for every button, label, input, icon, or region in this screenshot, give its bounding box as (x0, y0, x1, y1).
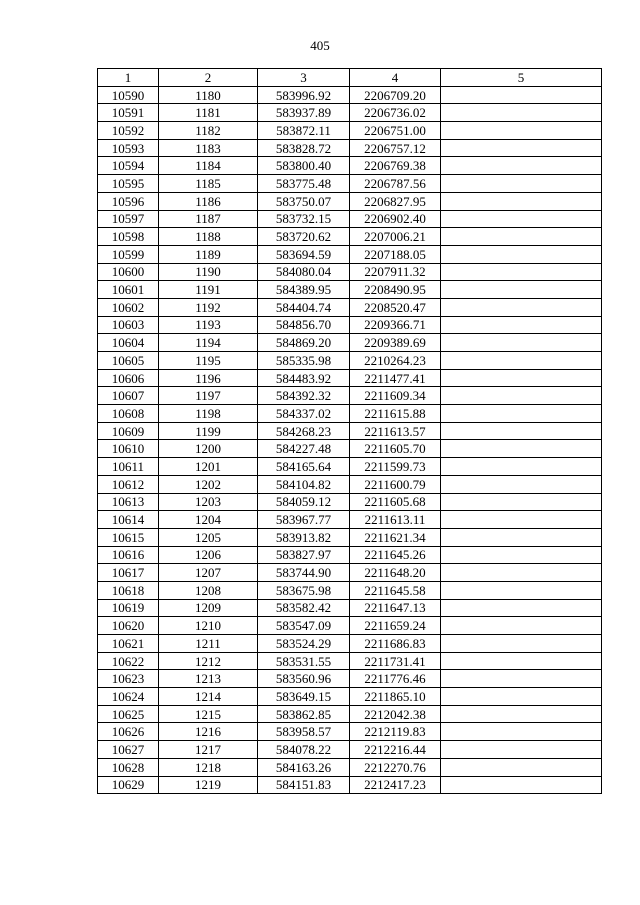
table-cell-col-2: 1213 (159, 670, 258, 688)
table-cell-col-4: 2211609.34 (350, 387, 441, 405)
table-cell-col-4: 2211659.24 (350, 617, 441, 635)
table-cell-col-1: 10627 (98, 741, 159, 759)
table-row (98, 776, 602, 794)
table-cell-col-3: 584163.26 (258, 758, 350, 776)
table-cell-col-4: 2206902.40 (350, 210, 441, 228)
table-cell-col-5 (441, 723, 602, 741)
table-body (98, 86, 602, 794)
table-cell-col-1: 10628 (98, 758, 159, 776)
table-cell-col-5 (441, 528, 602, 546)
table-cell-col-5 (441, 581, 602, 599)
table-cell-col-1: 10606 (98, 369, 159, 387)
table-cell-col-2: 1211 (159, 635, 258, 653)
table-cell-col-1: 10607 (98, 387, 159, 405)
table-cell-col-5 (441, 422, 602, 440)
table-cell-col-4: 2206709.20 (350, 86, 441, 104)
table-cell-col-4: 2211731.41 (350, 652, 441, 670)
table-cell-col-1: 10617 (98, 564, 159, 582)
table-row (98, 705, 602, 723)
table-row (98, 511, 602, 529)
table-cell-col-4: 2206827.95 (350, 192, 441, 210)
coordinates-table (97, 68, 602, 794)
table-cell-col-5 (441, 705, 602, 723)
table-cell-col-1: 10597 (98, 210, 159, 228)
table-row (98, 440, 602, 458)
table-cell-col-4: 2211599.73 (350, 458, 441, 476)
table-cell-col-3: 583775.48 (258, 175, 350, 193)
table-cell-col-4: 2206736.02 (350, 104, 441, 122)
table-cell-col-4: 2210264.23 (350, 352, 441, 370)
table-cell-col-4: 2211645.58 (350, 581, 441, 599)
column-header-4: 4 (350, 69, 441, 87)
table-cell-col-1: 10611 (98, 458, 159, 476)
table-row (98, 422, 602, 440)
table-cell-col-5 (441, 758, 602, 776)
table-cell-col-3: 583967.77 (258, 511, 350, 529)
table-cell-col-4: 2208520.47 (350, 298, 441, 316)
table-cell-col-1: 10615 (98, 528, 159, 546)
table-row (98, 387, 602, 405)
table-cell-col-3: 584059.12 (258, 493, 350, 511)
table-cell-col-2: 1188 (159, 228, 258, 246)
table-cell-col-1: 10602 (98, 298, 159, 316)
table-cell-col-1: 10616 (98, 546, 159, 564)
table-cell-col-1: 10612 (98, 475, 159, 493)
table-cell-col-2: 1191 (159, 281, 258, 299)
table-cell-col-4: 2206769.38 (350, 157, 441, 175)
table-cell-col-3: 584165.64 (258, 458, 350, 476)
table-cell-col-1: 10596 (98, 192, 159, 210)
table-cell-col-4: 2209389.69 (350, 334, 441, 352)
table-cell-col-5 (441, 440, 602, 458)
table-cell-col-2: 1183 (159, 139, 258, 157)
table-cell-col-5 (441, 316, 602, 334)
table-cell-col-3: 583524.29 (258, 635, 350, 653)
table-cell-col-2: 1200 (159, 440, 258, 458)
table-cell-col-5 (441, 405, 602, 423)
table-cell-col-4: 2207188.05 (350, 245, 441, 263)
table-cell-col-5 (441, 741, 602, 759)
table-row (98, 369, 602, 387)
table-row (98, 281, 602, 299)
page-number: 405 (310, 38, 330, 53)
table-cell-col-5 (441, 228, 602, 246)
table-row (98, 405, 602, 423)
table-row (98, 139, 602, 157)
table-row (98, 493, 602, 511)
table-header (98, 69, 602, 87)
table-cell-col-3: 583560.96 (258, 670, 350, 688)
table-row (98, 723, 602, 741)
table-cell-col-3: 583872.11 (258, 122, 350, 140)
table-cell-col-5 (441, 599, 602, 617)
table-cell-col-3: 584483.92 (258, 369, 350, 387)
table-cell-col-2: 1198 (159, 405, 258, 423)
table-cell-col-3: 583744.90 (258, 564, 350, 582)
table-cell-col-1: 10599 (98, 245, 159, 263)
table-cell-col-5 (441, 688, 602, 706)
table-cell-col-3: 583913.82 (258, 528, 350, 546)
table-cell-col-5 (441, 139, 602, 157)
table-cell-col-2: 1185 (159, 175, 258, 193)
table-cell-col-2: 1204 (159, 511, 258, 529)
table-cell-col-1: 10605 (98, 352, 159, 370)
table-cell-col-2: 1197 (159, 387, 258, 405)
table-cell-col-3: 584227.48 (258, 440, 350, 458)
table-cell-col-5 (441, 175, 602, 193)
table-cell-col-5 (441, 511, 602, 529)
table-cell-col-5 (441, 122, 602, 140)
table-cell-col-5 (441, 617, 602, 635)
table-cell-col-4: 2206757.12 (350, 139, 441, 157)
table-cell-col-3: 583800.40 (258, 157, 350, 175)
table-row (98, 228, 602, 246)
table-cell-col-2: 1206 (159, 546, 258, 564)
table-cell-col-4: 2211600.79 (350, 475, 441, 493)
table-cell-col-5 (441, 546, 602, 564)
table-cell-col-4: 2211613.11 (350, 511, 441, 529)
table-cell-col-3: 583675.98 (258, 581, 350, 599)
table-cell-col-4: 2211776.46 (350, 670, 441, 688)
table-cell-col-1: 10620 (98, 617, 159, 635)
table-cell-col-5 (441, 564, 602, 582)
table-cell-col-1: 10626 (98, 723, 159, 741)
table-cell-col-1: 10608 (98, 405, 159, 423)
table-cell-col-4: 2211605.70 (350, 440, 441, 458)
table-cell-col-4: 2211686.83 (350, 635, 441, 653)
table-cell-col-3: 583750.07 (258, 192, 350, 210)
table-cell-col-5 (441, 652, 602, 670)
table-cell-col-1: 10600 (98, 263, 159, 281)
table-cell-col-2: 1216 (159, 723, 258, 741)
column-header-3: 3 (258, 69, 350, 87)
table-cell-col-3: 583649.15 (258, 688, 350, 706)
table-row (98, 352, 602, 370)
table-row (98, 635, 602, 653)
table-cell-col-5 (441, 210, 602, 228)
table-cell-col-2: 1209 (159, 599, 258, 617)
table-row (98, 86, 602, 104)
column-header-1: 1 (98, 69, 159, 87)
table-cell-col-5 (441, 334, 602, 352)
table-cell-col-5 (441, 192, 602, 210)
table-cell-col-2: 1190 (159, 263, 258, 281)
table-row (98, 528, 602, 546)
table-cell-col-3: 584151.83 (258, 776, 350, 794)
table-row (98, 546, 602, 564)
table-cell-col-5 (441, 263, 602, 281)
table-cell-col-4: 2211605.68 (350, 493, 441, 511)
table-cell-col-4: 2209366.71 (350, 316, 441, 334)
table-cell-col-2: 1219 (159, 776, 258, 794)
table-cell-col-2: 1186 (159, 192, 258, 210)
table-cell-col-4: 2212042.38 (350, 705, 441, 723)
table-row (98, 475, 602, 493)
table-cell-col-5 (441, 635, 602, 653)
table-cell-col-3: 584392.32 (258, 387, 350, 405)
table-row (98, 192, 602, 210)
table-cell-col-1: 10601 (98, 281, 159, 299)
table-cell-col-4: 2212270.76 (350, 758, 441, 776)
table-cell-col-1: 10598 (98, 228, 159, 246)
table-cell-col-3: 584869.20 (258, 334, 350, 352)
table-row (98, 581, 602, 599)
table-cell-col-4: 2211621.34 (350, 528, 441, 546)
table-cell-col-1: 10622 (98, 652, 159, 670)
column-header-5: 5 (441, 69, 602, 87)
column-header-2: 2 (159, 69, 258, 87)
table-row (98, 652, 602, 670)
table-cell-col-3: 583827.97 (258, 546, 350, 564)
table-cell-col-1: 10624 (98, 688, 159, 706)
table-cell-col-1: 10625 (98, 705, 159, 723)
table-cell-col-4: 2207911.32 (350, 263, 441, 281)
table-row (98, 688, 602, 706)
table-cell-col-1: 10604 (98, 334, 159, 352)
table-row (98, 741, 602, 759)
table-cell-col-2: 1189 (159, 245, 258, 263)
table-row (98, 245, 602, 263)
table-row (98, 458, 602, 476)
table-cell-col-4: 2211865.10 (350, 688, 441, 706)
table-cell-col-2: 1217 (159, 741, 258, 759)
table-cell-col-2: 1210 (159, 617, 258, 635)
table-row (98, 263, 602, 281)
table-cell-col-1: 10591 (98, 104, 159, 122)
table-cell-col-2: 1208 (159, 581, 258, 599)
table-cell-col-2: 1182 (159, 122, 258, 140)
table-cell-col-5 (441, 475, 602, 493)
table-cell-col-3: 583582.42 (258, 599, 350, 617)
table-row (98, 122, 602, 140)
table-cell-col-5 (441, 369, 602, 387)
table-cell-col-4: 2212216.44 (350, 741, 441, 759)
table-cell-col-3: 583996.92 (258, 86, 350, 104)
table-row (98, 617, 602, 635)
table-cell-col-1: 10603 (98, 316, 159, 334)
table-cell-col-1: 10629 (98, 776, 159, 794)
table-cell-col-5 (441, 104, 602, 122)
table-cell-col-4: 2212119.83 (350, 723, 441, 741)
table-cell-col-5 (441, 157, 602, 175)
table-cell-col-2: 1205 (159, 528, 258, 546)
table-cell-col-5 (441, 776, 602, 794)
table-row (98, 157, 602, 175)
table-cell-col-2: 1184 (159, 157, 258, 175)
table-cell-col-3: 583694.59 (258, 245, 350, 263)
table-cell-col-3: 584856.70 (258, 316, 350, 334)
table-cell-col-1: 10592 (98, 122, 159, 140)
table-cell-col-3: 584080.04 (258, 263, 350, 281)
table-cell-col-1: 10614 (98, 511, 159, 529)
table-cell-col-3: 584104.82 (258, 475, 350, 493)
table-cell-col-1: 10613 (98, 493, 159, 511)
table-cell-col-1: 10590 (98, 86, 159, 104)
table-cell-col-5 (441, 387, 602, 405)
table-row (98, 334, 602, 352)
table-cell-col-2: 1192 (159, 298, 258, 316)
table-cell-col-4: 2211615.88 (350, 405, 441, 423)
table-cell-col-5 (441, 493, 602, 511)
table-cell-col-4: 2207006.21 (350, 228, 441, 246)
table-cell-col-3: 583720.62 (258, 228, 350, 246)
table-row (98, 104, 602, 122)
table-cell-col-2: 1201 (159, 458, 258, 476)
table-cell-col-2: 1199 (159, 422, 258, 440)
table-cell-col-4: 2211477.41 (350, 369, 441, 387)
table-cell-col-4: 2206787.56 (350, 175, 441, 193)
table-cell-col-1: 10595 (98, 175, 159, 193)
table-cell-col-2: 1181 (159, 104, 258, 122)
table-cell-col-4: 2211645.26 (350, 546, 441, 564)
table-cell-col-3: 583937.89 (258, 104, 350, 122)
table-cell-col-2: 1180 (159, 86, 258, 104)
table-cell-col-1: 10618 (98, 581, 159, 599)
table-cell-col-2: 1214 (159, 688, 258, 706)
table-cell-col-4: 2211647.13 (350, 599, 441, 617)
table-row (98, 298, 602, 316)
table-cell-col-3: 584389.95 (258, 281, 350, 299)
table-cell-col-4: 2211613.57 (350, 422, 441, 440)
table-cell-col-5 (441, 245, 602, 263)
table-row (98, 599, 602, 617)
table-cell-col-2: 1203 (159, 493, 258, 511)
table-cell-col-1: 10594 (98, 157, 159, 175)
table-row (98, 758, 602, 776)
table-cell-col-3: 585335.98 (258, 352, 350, 370)
table-cell-col-3: 583531.55 (258, 652, 350, 670)
table-cell-col-2: 1218 (159, 758, 258, 776)
table-cell-col-1: 10619 (98, 599, 159, 617)
table-cell-col-4: 2212417.23 (350, 776, 441, 794)
table-cell-col-4: 2211648.20 (350, 564, 441, 582)
table-cell-col-2: 1215 (159, 705, 258, 723)
table-row (98, 210, 602, 228)
table-cell-col-1: 10593 (98, 139, 159, 157)
table-cell-col-3: 583732.15 (258, 210, 350, 228)
table-cell-col-2: 1202 (159, 475, 258, 493)
table-cell-col-3: 583828.72 (258, 139, 350, 157)
table-row (98, 564, 602, 582)
table-cell-col-3: 584078.22 (258, 741, 350, 759)
table-cell-col-3: 583958.57 (258, 723, 350, 741)
table-cell-col-2: 1207 (159, 564, 258, 582)
table-cell-col-2: 1195 (159, 352, 258, 370)
table-cell-col-2: 1196 (159, 369, 258, 387)
table-cell-col-3: 584268.23 (258, 422, 350, 440)
table-cell-col-2: 1194 (159, 334, 258, 352)
table-cell-col-5 (441, 670, 602, 688)
table-cell-col-5 (441, 281, 602, 299)
table-cell-col-3: 583862.85 (258, 705, 350, 723)
table-cell-col-2: 1187 (159, 210, 258, 228)
table-cell-col-5 (441, 458, 602, 476)
table-cell-col-5 (441, 86, 602, 104)
table-cell-col-4: 2206751.00 (350, 122, 441, 140)
table-cell-col-1: 10621 (98, 635, 159, 653)
header-row (98, 69, 602, 87)
table-cell-col-2: 1212 (159, 652, 258, 670)
table-cell-col-3: 584404.74 (258, 298, 350, 316)
table-cell-col-4: 2208490.95 (350, 281, 441, 299)
table-cell-col-1: 10623 (98, 670, 159, 688)
table-cell-col-5 (441, 352, 602, 370)
table-row (98, 670, 602, 688)
table-cell-col-3: 583547.09 (258, 617, 350, 635)
table-cell-col-3: 584337.02 (258, 405, 350, 423)
table-row (98, 316, 602, 334)
table-row (98, 175, 602, 193)
table-cell-col-5 (441, 298, 602, 316)
table-cell-col-1: 10609 (98, 422, 159, 440)
table-cell-col-2: 1193 (159, 316, 258, 334)
table-cell-col-1: 10610 (98, 440, 159, 458)
